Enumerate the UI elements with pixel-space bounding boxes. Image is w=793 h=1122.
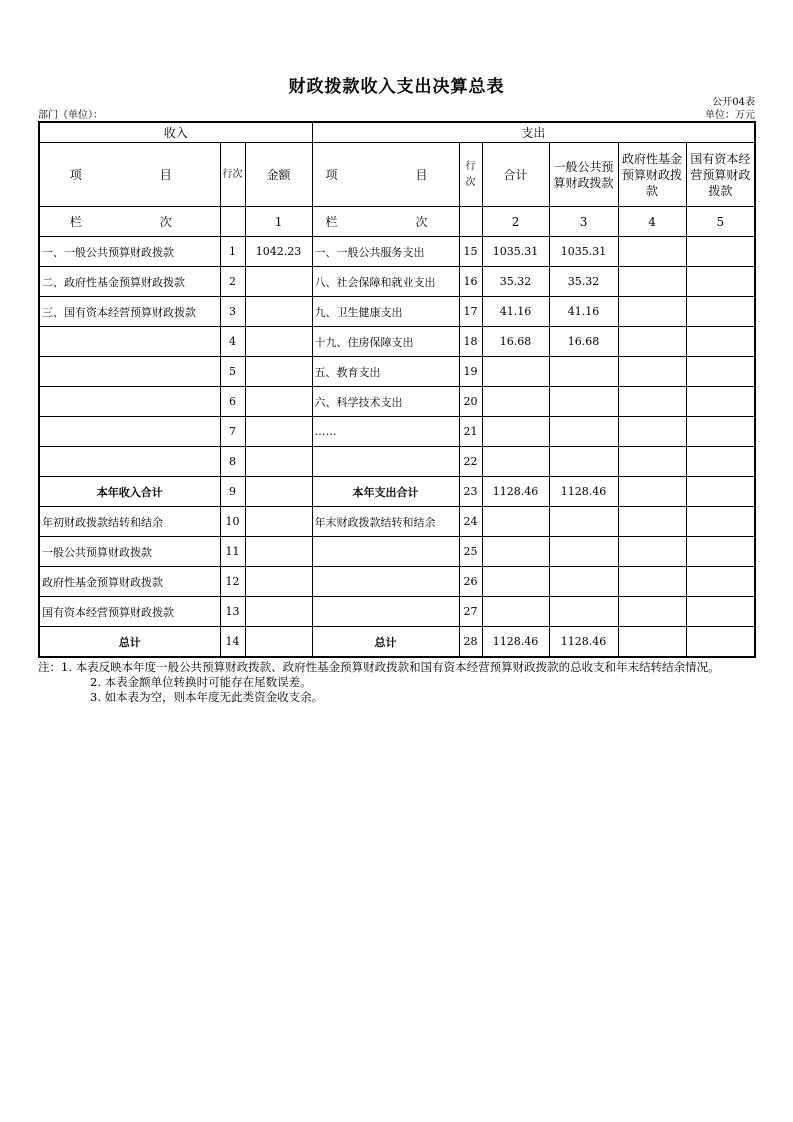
expense-general-cell: 1128.46 xyxy=(549,627,618,658)
expense-total-cell: 41.16 xyxy=(482,297,549,327)
expense-govfund-cell xyxy=(618,507,686,537)
expense-general-cell xyxy=(549,447,618,477)
table-row xyxy=(39,507,755,537)
income-amount-cell xyxy=(245,327,312,357)
income-item-cell: 三、国有资本经营预算财政拨款 xyxy=(39,297,220,327)
income-item-cell: 一、一般公共预算财政拨款 xyxy=(39,237,220,267)
expense-total-cell: 35.32 xyxy=(482,267,549,297)
expense-statecapital-cell xyxy=(686,267,755,297)
income-line-cell: 8 xyxy=(220,447,245,477)
expense-total-cell xyxy=(482,357,549,387)
table-row xyxy=(39,567,755,597)
table-row xyxy=(39,267,755,297)
income-item-cell xyxy=(39,327,220,357)
expense-line-cell: 20 xyxy=(459,387,482,417)
expense-general-cell: 1128.46 xyxy=(549,477,618,507)
expense-govfund-cell xyxy=(618,477,686,507)
expense-statecapital-cell xyxy=(686,387,755,417)
expense-statecapital-cell xyxy=(686,237,755,267)
note-1: 注：1. 本表反映本年度一般公共预算财政拨款、政府性基金预算财政拨款和国有资本经营预算财政拨款的总收支和年末结转结余情况。 xyxy=(38,660,720,674)
income-amount-cell xyxy=(245,627,312,658)
expense-item-cell: 一、一般公共服务支出 xyxy=(312,237,459,267)
income-line-cell: 3 xyxy=(220,297,245,327)
lanci-5: 5 xyxy=(686,207,755,237)
expense-general-cell xyxy=(549,417,618,447)
expense-statecapital-cell xyxy=(686,567,755,597)
expense-item-cell xyxy=(312,537,459,567)
lanci-4: 4 xyxy=(618,207,686,237)
income-line-cell: 4 xyxy=(220,327,245,357)
expense-govfund-cell xyxy=(618,237,686,267)
expense-item-cell: 九、卫生健康支出 xyxy=(312,297,459,327)
expense-item-cell: 年末财政拨款结转和结余 xyxy=(312,507,459,537)
income-line-cell: 5 xyxy=(220,357,245,387)
expense-general-cell xyxy=(549,357,618,387)
expense-govfund-cell xyxy=(618,447,686,477)
income-section-header: 收入 xyxy=(39,122,312,143)
lanci-2: 2 xyxy=(482,207,549,237)
lanci-empty xyxy=(220,207,245,237)
expense-item-cell xyxy=(312,597,459,627)
expense-total-cell: 1035.31 xyxy=(482,237,549,267)
income-item-cell xyxy=(39,387,220,417)
expense-govfund-cell xyxy=(618,537,686,567)
expense-line-cell: 26 xyxy=(459,567,482,597)
expense-line-cell: 19 xyxy=(459,357,482,387)
income-lanci-label: 栏 次 xyxy=(39,207,220,237)
income-item-cell: 总计 xyxy=(39,627,220,658)
expense-general-cell: 41.16 xyxy=(549,297,618,327)
income-item-cell xyxy=(39,357,220,387)
expense-general-cell xyxy=(549,387,618,417)
income-line-cell: 6 xyxy=(220,387,245,417)
income-item-cell xyxy=(39,417,220,447)
income-item-cell: 年初财政拨款结转和结余 xyxy=(39,507,220,537)
expense-statecapital-cell xyxy=(686,327,755,357)
expense-govfund-cell xyxy=(618,297,686,327)
expense-govfund-cell xyxy=(618,267,686,297)
income-line-cell: 2 xyxy=(220,267,245,297)
expense-item-cell: 总计 xyxy=(312,627,459,658)
note-3: 3. 如本表为空，则本年度无此类资金收支余。 xyxy=(90,690,324,704)
expense-total-cell xyxy=(482,447,549,477)
expense-item-cell: 八、社会保障和就业支出 xyxy=(312,267,459,297)
expense-govfund-cell xyxy=(618,417,686,447)
expense-statecapital-cell xyxy=(686,627,755,658)
lanci-empty xyxy=(459,207,482,237)
income-amount-cell xyxy=(245,417,312,447)
expense-govfund-cell xyxy=(618,627,686,658)
column-number-row xyxy=(39,207,755,237)
expense-line-cell: 25 xyxy=(459,537,482,567)
income-amount-cell xyxy=(245,357,312,387)
expense-item-header: 项 目 xyxy=(312,143,459,207)
expense-item-cell: 六、科学技术支出 xyxy=(312,387,459,417)
unit-label: 单位：万元 xyxy=(705,110,755,121)
expense-section-header: 支出 xyxy=(312,122,755,143)
budget-table xyxy=(38,121,756,658)
lanci-1: 1 xyxy=(245,207,312,237)
expense-general-cell xyxy=(549,537,618,567)
table-row xyxy=(39,237,755,267)
expense-total-cell xyxy=(482,507,549,537)
table-row xyxy=(39,387,755,417)
expense-govfund-cell xyxy=(618,357,686,387)
expense-line-cell: 24 xyxy=(459,507,482,537)
expense-general-cell: 35.32 xyxy=(549,267,618,297)
expense-statecapital-cell xyxy=(686,507,755,537)
expense-total-cell xyxy=(482,417,549,447)
income-amount-cell xyxy=(245,507,312,537)
table-row xyxy=(39,357,755,387)
table-row xyxy=(39,597,755,627)
income-amount-header: 金额 xyxy=(245,143,312,207)
income-item-cell: 国有资本经营预算财政拨款 xyxy=(39,597,220,627)
expense-statecapital-cell xyxy=(686,357,755,387)
expense-total-cell: 1128.46 xyxy=(482,477,549,507)
section-header-row xyxy=(39,122,755,143)
income-amount-cell xyxy=(245,267,312,297)
income-amount-cell xyxy=(245,477,312,507)
expense-total-cell xyxy=(482,597,549,627)
expense-total-cell: 1128.46 xyxy=(482,627,549,658)
expense-statecapital-cell xyxy=(686,447,755,477)
expense-line-cell: 15 xyxy=(459,237,482,267)
income-line-cell: 9 xyxy=(220,477,245,507)
notes xyxy=(38,660,754,705)
table-row xyxy=(39,447,755,477)
table-row xyxy=(39,327,755,357)
income-item-cell: 政府性基金预算财政拨款 xyxy=(39,567,220,597)
expense-item-cell xyxy=(312,447,459,477)
expense-statecapital-cell xyxy=(686,597,755,627)
income-item-cell: 二、政府性基金预算财政拨款 xyxy=(39,267,220,297)
expense-line-cell: 21 xyxy=(459,417,482,447)
expense-govfund-header: 政府性基金预算财政拨款 xyxy=(618,143,686,207)
expense-line-cell: 22 xyxy=(459,447,482,477)
income-line-header: 行次 xyxy=(220,143,245,207)
income-item-cell: 一般公共预算财政拨款 xyxy=(39,537,220,567)
income-line-cell: 14 xyxy=(220,627,245,658)
expense-govfund-cell xyxy=(618,597,686,627)
expense-statecapital-cell xyxy=(686,537,755,567)
expense-item-cell: 本年支出合计 xyxy=(312,477,459,507)
lanci-3: 3 xyxy=(549,207,618,237)
table-row xyxy=(39,477,755,507)
income-item-cell: 本年收入合计 xyxy=(39,477,220,507)
form-number: 公开04表 xyxy=(712,97,755,108)
expense-total-cell xyxy=(482,567,549,597)
expense-govfund-cell xyxy=(618,387,686,417)
expense-line-header: 行次 xyxy=(459,143,482,207)
income-item-cell xyxy=(39,447,220,477)
expense-line-cell: 16 xyxy=(459,267,482,297)
expense-statecapital-header: 国有资本经营预算财政拨款 xyxy=(686,143,755,207)
expense-line-cell: 17 xyxy=(459,297,482,327)
income-amount-cell xyxy=(245,597,312,627)
income-line-cell: 7 xyxy=(220,417,245,447)
income-amount-cell xyxy=(245,447,312,477)
table-row xyxy=(39,297,755,327)
expense-statecapital-cell xyxy=(686,477,755,507)
department-label: 部门（单位）： xyxy=(38,110,103,121)
table-row xyxy=(39,417,755,447)
income-item-header: 项 目 xyxy=(39,143,220,207)
income-line-cell: 1 xyxy=(220,237,245,267)
expense-total-cell: 16.68 xyxy=(482,327,549,357)
expense-statecapital-cell xyxy=(686,417,755,447)
expense-line-cell: 23 xyxy=(459,477,482,507)
income-amount-cell xyxy=(245,297,312,327)
note-2: 2. 本表金额单位转换时可能存在尾数误差。 xyxy=(90,675,312,689)
expense-lanci-label: 栏 次 xyxy=(312,207,459,237)
expense-line-cell: 18 xyxy=(459,327,482,357)
expense-item-cell: …… xyxy=(312,417,459,447)
table-row xyxy=(39,537,755,567)
expense-line-cell: 27 xyxy=(459,597,482,627)
table-row xyxy=(39,627,755,658)
expense-general-cell xyxy=(549,597,618,627)
expense-general-cell: 16.68 xyxy=(549,327,618,357)
expense-total-cell xyxy=(482,387,549,417)
expense-statecapital-cell xyxy=(686,297,755,327)
income-amount-cell xyxy=(245,537,312,567)
income-line-cell: 12 xyxy=(220,567,245,597)
expense-item-cell xyxy=(312,567,459,597)
expense-general-cell: 1035.31 xyxy=(549,237,618,267)
expense-item-cell: 五、教育支出 xyxy=(312,357,459,387)
income-amount-cell: 1042.23 xyxy=(245,237,312,267)
column-header-row xyxy=(39,143,755,207)
expense-item-cell: 十九、住房保障支出 xyxy=(312,327,459,357)
income-amount-cell xyxy=(245,387,312,417)
expense-line-cell: 28 xyxy=(459,627,482,658)
expense-general-header: 一般公共预算财政拨款 xyxy=(549,143,618,207)
income-line-cell: 13 xyxy=(220,597,245,627)
expense-general-cell xyxy=(549,567,618,597)
expense-total-cell xyxy=(482,537,549,567)
page-title: 财政拨款收入支出决算总表 xyxy=(288,77,505,97)
expense-total-header: 合计 xyxy=(482,143,549,207)
income-line-cell: 11 xyxy=(220,537,245,567)
expense-govfund-cell xyxy=(618,327,686,357)
expense-general-cell xyxy=(549,507,618,537)
income-line-cell: 10 xyxy=(220,507,245,537)
expense-govfund-cell xyxy=(618,567,686,597)
income-amount-cell xyxy=(245,567,312,597)
